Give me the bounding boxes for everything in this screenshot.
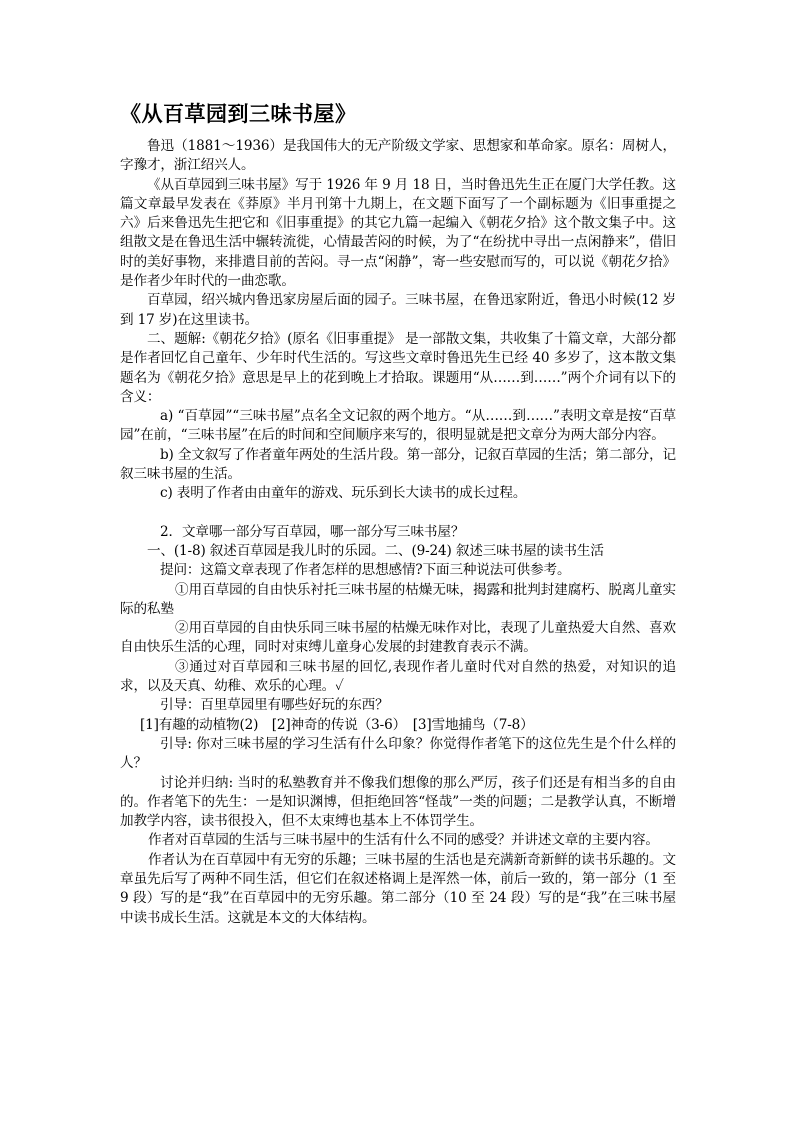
paragraph-meaning-a: a) “百草园”“三味书屋”点名全文记叙的两个地方。“从……到……”表明文章是按“百草园”在前，“三味书屋”在后的时间和空间顺序来写的，很明显就是把文章分为两大部分内容。 [120,408,676,444]
option-three: ③通过对百草园和三味书屋的回忆,表现作者儿童时代对自然的热爱，对知识的追求，以及天真、幼稚、欢乐的心理。✓ [120,658,676,695]
paragraph-guide-fun-things: 引导：百里草园里有哪些好玩的东西？ [160,697,389,714]
paragraph-discussion: 讨论并归纳: 当时的私塾教育并不像我们想像的那么严厉，孩子们还是有相当多的自由的。作者笔下的先生：一是知识渊博，但拒绝回答“怪哉”一类的问题；二是教学认真，不断增加教学内容，读书很投入，但不太束缚也基本上不体罚学生。 [120,774,676,830]
paragraph-background: 《从百草园到三味书屋》写于 1926 年 9 月 18 日，当时鲁迅先生正在厦门大学任教。这篇文章最早发表在《莽原》半月刊第十九期上，在文题下面写了一个副标题为《旧事重提之六》后来鲁迅先生把它和《旧事重提》的其它九篇一起编入《朝花夕拾》这个散文集子中。这组散文是在鲁迅生活中辗转流徙，心情最苦闷的时候，为了“在纷扰中寻出一点闲静来”，借旧时的美好事物，来排遣目前的苦闷。寻一点“闲静”，寄一些安慰而写的，可以说《朝花夕拾》是作者少年时代的一曲恋歌。 [120,176,676,290]
option-two: ②用百草园的自由快乐同三味书屋的枯燥无味作对比，表现了儿童热爱大自然、喜欢自由快乐生活的心理，同时对束缚儿童身心发展的封建教育表示不满。 [120,620,676,656]
document-body [120,137,676,928]
option-one: ①用百草园的自由快乐衬托三味书屋的枯燥无味，揭露和批判封建腐朽、脱离儿童实际的私塾 [120,581,676,617]
paragraph-title-explanation: 二、题解:《朝花夕拾》(原名《旧事重提》 是一部散文集，共收集了十篇文章，大部分都是作者回忆自己童年、少年时代生活的。写这些文章时鲁迅先生已经 40 多岁了，这本散文集题名为《朝花夕拾》意思是早上的花到晚上才拾取。课题用“从……到……”两个介词有以下的含义： [120,330,676,405]
document-title: 《从百草园到三味书屋》 [120,101,357,126]
paragraph-author-bio: 鲁迅（1881～1936）是我国伟大的无产阶级文学家、思想家和革命家。原名：周树人，字豫才，浙江绍兴人。 [120,138,676,174]
paragraph-question-feelings: 提问：这篇文章表现了作者怎样的思想感情?下面三种说法可供参考。 [160,562,571,579]
paragraph-conclusion: 作者认为在百草园中有无穷的乐趣；三味书屋的生活也是充满新奇新鲜的读书乐趣的。文章虽先后写了两种不同生活，但它们在叙述格调上是浑然一体，前后一致的，第一部分（1 至 9 段）写的是“我”在百草园中的无穷乐趣。第二部分（10 至 24 段）写的是“我”在三味书屋中读书成长生活。这就是本文的大体结构。 [120,851,676,926]
paragraph-guide-teacher: 引导: 你对三味书屋的学习生活有什么印象？你觉得作者笔下的这位先生是个什么样的人？ [120,735,676,772]
paragraph-meaning-c: c) 表明了作者由由童年的游戏、玩乐到长大读书的成长过程。 [160,485,527,502]
paragraph-place-intro: 百草园，绍兴城内鲁迅家房屋后面的园子。三味书屋，在鲁迅家附近，鲁迅小时候(12 岁到 17 岁)在这里读书。 [120,292,676,328]
paragraph-question-feelings-compare: 作者对百草园的生活与三味书屋中的生活有什么不同的感受？并讲述文章的主要内容。 [148,832,659,849]
paragraph-structure-answer: 一、(1-8) 叙述百草园是我儿时的乐园。二、(9-24) 叙述三味书屋的读书生活 [147,542,604,559]
paragraph-fun-things-list: [1]有趣的动植物(2) [2]神奇的传说（3-6） [3]雪地捕鸟（7-8） [140,716,534,733]
paragraph-meaning-b: b) 全文叙写了作者童年两处的生活片段。第一部分，记叙百草园的生活；第二部分，记叙三味书屋的生活。 [120,446,676,483]
question-structure: 2．文章哪一部分写百草园，哪一部分写三味书屋？ [160,523,465,540]
